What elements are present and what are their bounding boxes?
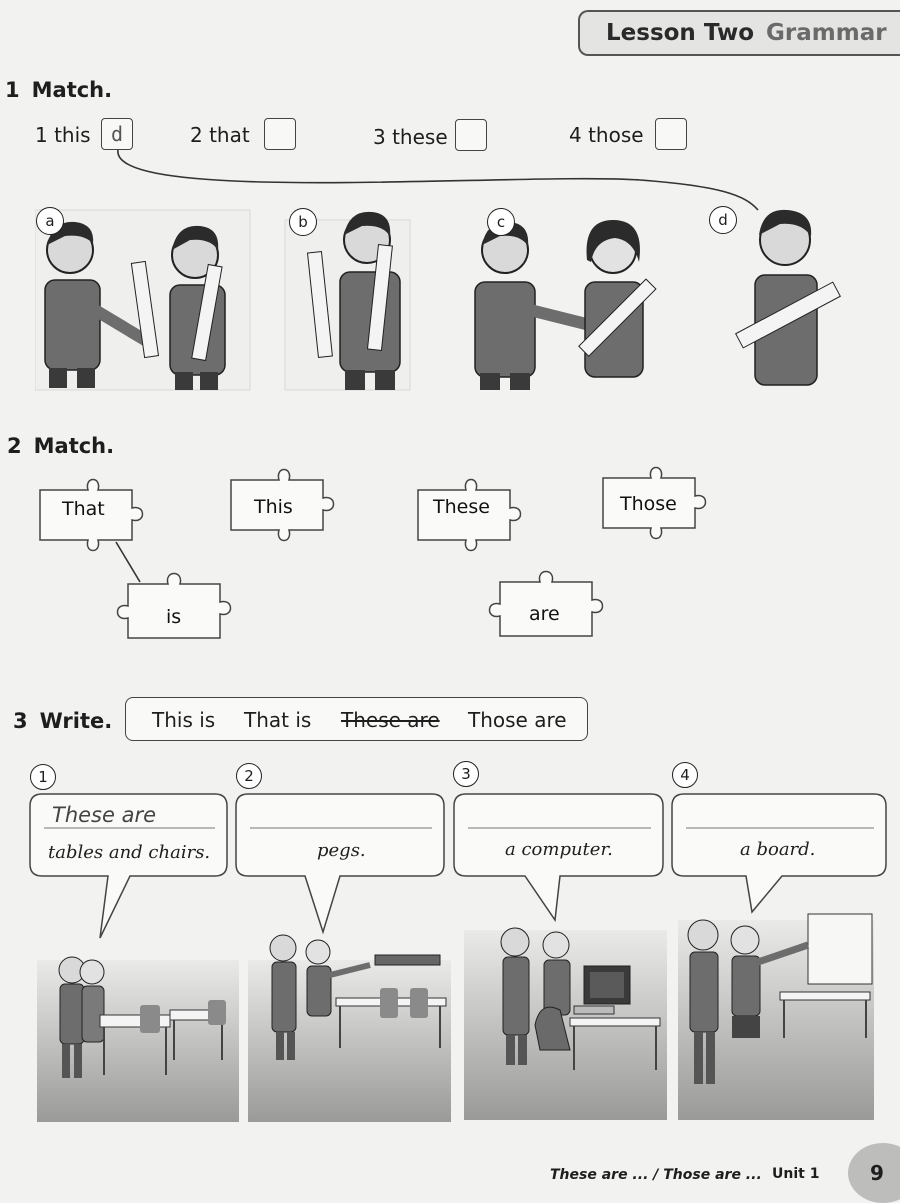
scene-3: [464, 928, 667, 1120]
puzzle-label-this[interactable]: This: [254, 496, 293, 518]
lesson-title: Lesson Two: [606, 20, 755, 46]
exercise-3-heading: [13, 709, 112, 733]
puzzle-pieces: [0, 460, 900, 660]
puzzle-label-are[interactable]: are: [529, 603, 560, 625]
bubble-text-4: a board.: [740, 839, 816, 860]
exercise-number: 2: [7, 434, 22, 458]
page-number: 9: [870, 1161, 884, 1185]
exercise-number: 3: [13, 709, 28, 733]
item-word: those: [588, 123, 644, 147]
puzzle-label-these[interactable]: These: [433, 496, 490, 518]
puzzle-label-that[interactable]: That: [62, 498, 105, 520]
exercise-title: Write.: [39, 709, 113, 733]
footer-topic: These are ... / Those are ...: [550, 1167, 762, 1183]
lesson-topic: Grammar: [766, 20, 887, 46]
item-word: that: [209, 123, 250, 147]
picture-label-a: a: [36, 207, 64, 235]
picture-label-b: b: [289, 208, 317, 236]
scene-illustrations: [0, 900, 900, 1125]
footer-unit: Unit 1: [772, 1166, 820, 1182]
bubble-text-1: tables and chairs.: [48, 842, 211, 863]
exercise-2-heading: [7, 434, 114, 458]
item-number: 4: [569, 123, 582, 147]
answer-box-1[interactable]: d: [101, 118, 133, 150]
bubble-answer-2[interactable]: [252, 803, 432, 827]
puzzle-label-is[interactable]: is: [166, 606, 182, 628]
word-box: [125, 697, 588, 741]
exercise-number: 1: [5, 78, 20, 102]
exercise-title: Match.: [33, 434, 115, 458]
word-those-are: Those are: [468, 708, 567, 732]
bubble-number-3: 3: [453, 761, 479, 787]
item-number: 2: [190, 123, 203, 147]
bubble-answer-4[interactable]: [688, 803, 868, 827]
puzzle-label-those[interactable]: Those: [620, 493, 677, 515]
item-number: 1: [35, 123, 48, 147]
matching-line-2: [116, 542, 140, 582]
picture-c: [475, 220, 656, 390]
word-these-are: These are: [341, 708, 440, 732]
bubble-text-3: a computer.: [505, 839, 613, 860]
bubble-number-4: 4: [672, 762, 698, 788]
word-that-is: That is: [244, 708, 312, 732]
item-word: this: [54, 123, 91, 147]
picture-label-d: d: [709, 206, 737, 234]
bubble-number-2: 2: [236, 763, 262, 789]
bubble-answer-1[interactable]: These are: [52, 803, 157, 827]
picture-d: [736, 210, 841, 385]
scene-1: [37, 957, 239, 1122]
item-number: 3: [373, 125, 386, 149]
scene-4: [678, 914, 874, 1120]
bubble-number-1: 1: [30, 764, 56, 790]
word-this-is: This is: [152, 708, 216, 732]
bubble-answer-3[interactable]: [470, 803, 650, 827]
item-word: these: [392, 125, 448, 149]
exercise-title: Match.: [31, 78, 113, 102]
bubble-text-2: pegs.: [317, 840, 366, 861]
picture-label-c: c: [487, 208, 515, 236]
scene-2: [248, 935, 451, 1122]
